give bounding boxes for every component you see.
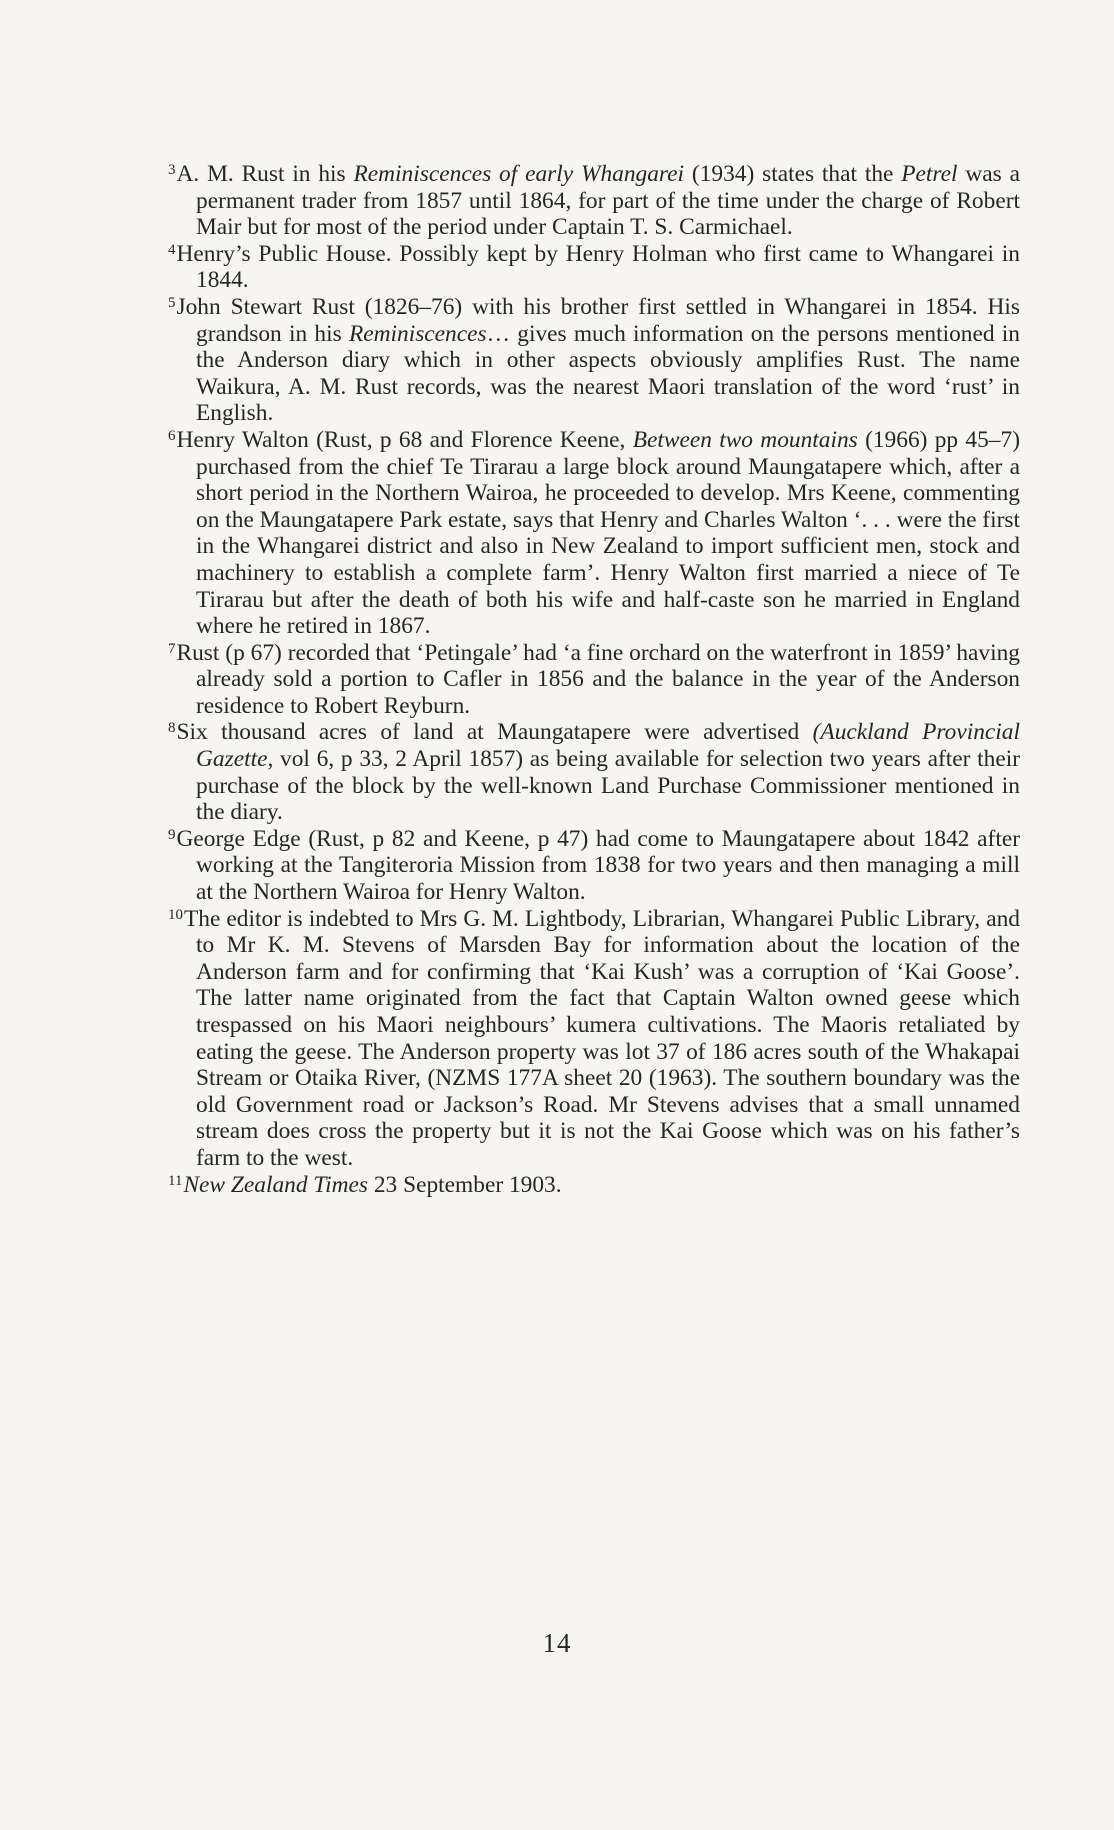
footnote-number: 10	[168, 906, 183, 923]
text-run: George Edge (Rust, p 82 and Keene, p 47) had come to Maungatapere about 1842 after working at the Tangiteroria Mission from 1838 for two years and then managing a mill at the Northern Wairoa for Henry Walton.	[176, 825, 1020, 906]
text-run: vol 6, p 33, 2 April 1857) as being available for selection two years after their purchase of the block by the well-known Land Purchase Commissioner mentioned in the diary.	[196, 746, 1020, 826]
italic-title: (Auckland Provincial Gazette,	[196, 719, 1020, 773]
footnote-text	[177, 640, 1021, 719]
footnote-10	[168, 906, 1020, 1172]
text-run: A. M. Rust in his	[176, 161, 354, 187]
footnote-4	[168, 241, 1020, 294]
footnote-number: 11	[168, 1172, 183, 1189]
text-run: (1934) states that the	[684, 161, 902, 187]
footnote-text	[177, 427, 1021, 639]
footnotes	[168, 161, 1020, 1198]
footnote-number: 3	[168, 162, 176, 178]
italic-title: New Zealand Times	[183, 1171, 368, 1198]
italic-title: Petrel	[901, 161, 958, 187]
page-number: 14	[542, 1628, 572, 1658]
italic-title: Reminiscences of early Whangarei	[353, 161, 685, 187]
footnote-3	[168, 161, 1020, 241]
footnote-5	[168, 294, 1020, 427]
text-run: (1966) pp 45–7) purchased from the chief Te Tirarau a large block around Maungatapere which, after a short period in the Northern Wairoa, he proceeded to develop. Mrs Keene, commenting on the Maungatapere Park estate, says that Henry and Charles Walton ‘. . . were the first in the Whangarei district and also in New Zealand to import sufficient men, stock and machinery to establish a complete farm’. Henry Walton first married a niece of Te Tirarau but after the death of both his wife and half-caste son he married in England where he retired in 1867.	[196, 426, 1020, 640]
footnote-number: 5	[168, 294, 176, 311]
text-run: 23 September 1903.	[368, 1171, 562, 1198]
text-run: … gives much information on the persons mentioned in the Anderson diary which in other aspects obviously amplifies Rust. The name Waikura, A. M. Rust records, was the nearest Maori translation of the word ‘rust’ in English.	[196, 320, 1020, 427]
italic-title: Reminiscences	[348, 320, 487, 347]
footnote-8	[168, 719, 1020, 825]
footnote-number: 9	[168, 826, 176, 843]
text-run: The editor is indebted to Mrs G. M. Lightbody, Librarian, Whangarei Public Library, and to Mr K. M. Stevens of Marsden Bay for information about the location of the Anderson farm and for confirming that ‘Kai Kush’ was a corruption of ‘Kai Goose’. The latter name originated from the fact that Captain Walton owned geese which trespassed on his Maori neighbours’ kumera cultivations. The Maoris retaliated by eating the geese. The Anderson property was lot 37 of 186 acres south of the Whakapai Stream or Otaika River, (NZMS 177A sheet 20 (1963). The southern boundary was the old Government road or Jackson’s Road. Mr Stevens advises that a small unnamed stream does cross the property but it is not the Kai Goose which was on his father’s farm to the west.	[184, 905, 1020, 1171]
footnote-number: 6	[168, 427, 176, 444]
footnote-text	[177, 719, 1021, 825]
footnote-text	[177, 294, 1021, 426]
italic-title: Between two mountains	[632, 426, 858, 453]
footnote-number: 4	[168, 241, 176, 258]
footnote-9	[168, 826, 1020, 906]
text-run: Rust (p 67) recorded that ‘Petingale’ had ‘a fine orchard on the waterfront in 1859’ having already sold a portion to Cafler in 1856 and the balance in the year of the Anderson residence to Robert Reyburn.	[176, 639, 1020, 719]
footnote-number: 8	[168, 720, 176, 737]
footnote-number: 7	[168, 640, 176, 657]
text-run: was a permanent trader from 1857 until 1864, for part of the time under the charge of Robert Mair but for most of the period under Captain T. S. Carmichael.	[196, 161, 1020, 241]
footnote-text	[184, 906, 1020, 1171]
text-run: Six thousand acres of land at Maungatapere were advertised	[176, 719, 813, 746]
text-run: Henry Walton (Rust, p 68 and Florence Keene,	[176, 426, 633, 453]
footnote-text	[177, 241, 1021, 294]
footnote-text	[177, 826, 1021, 905]
text-run: John Stewart Rust (1826–76) with his brother first settled in Whangarei in 1854. His grandson in his	[176, 293, 1020, 347]
footnote-7	[168, 640, 1020, 720]
footnote-6	[168, 427, 1020, 640]
footnote-text	[183, 1172, 561, 1198]
footnote-11	[168, 1172, 1020, 1199]
footnote-text	[177, 161, 1021, 240]
text-run: Henry’s Public House. Possibly kept by Henry Holman who first came to Whangarei in 1844.	[176, 240, 1020, 294]
